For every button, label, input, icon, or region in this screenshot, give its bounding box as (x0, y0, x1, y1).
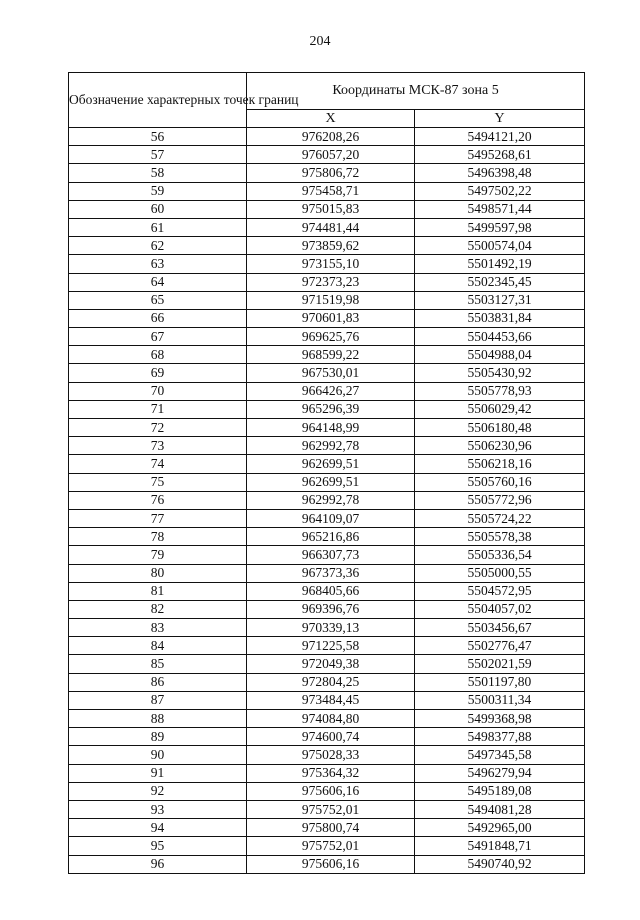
y-coordinate-cell: 5497502,22 (415, 182, 585, 200)
x-coordinate-cell: 962699,51 (247, 473, 415, 491)
point-cell: 57 (69, 146, 247, 164)
table-row (69, 309, 585, 327)
x-coordinate-cell: 975800,74 (247, 819, 415, 837)
point-cell: 92 (69, 782, 247, 800)
point-cell: 64 (69, 273, 247, 291)
y-coordinate-cell: 5506230,96 (415, 437, 585, 455)
y-coordinate-cell: 5504988,04 (415, 346, 585, 364)
point-cell: 71 (69, 400, 247, 418)
point-cell: 95 (69, 837, 247, 855)
table-row (69, 200, 585, 218)
table-row (69, 819, 585, 837)
point-cell: 65 (69, 291, 247, 309)
table-row (69, 419, 585, 437)
x-coordinate-cell: 975015,83 (247, 200, 415, 218)
table-row (69, 237, 585, 255)
point-cell: 61 (69, 218, 247, 236)
table-row (69, 437, 585, 455)
point-cell: 73 (69, 437, 247, 455)
point-cell: 83 (69, 619, 247, 637)
table-row (69, 164, 585, 182)
y-column-header: Y (415, 110, 585, 128)
x-coordinate-cell: 964109,07 (247, 509, 415, 527)
table-row (69, 364, 585, 382)
y-coordinate-cell: 5506180,48 (415, 419, 585, 437)
table-row (69, 637, 585, 655)
y-coordinate-cell: 5500574,04 (415, 237, 585, 255)
x-coordinate-cell: 970339,13 (247, 619, 415, 637)
y-coordinate-cell: 5504572,95 (415, 582, 585, 600)
y-coordinate-cell: 5498571,44 (415, 200, 585, 218)
table-row (69, 455, 585, 473)
x-coordinate-cell: 962992,78 (247, 437, 415, 455)
point-cell: 76 (69, 491, 247, 509)
x-coordinate-cell: 975364,32 (247, 764, 415, 782)
point-cell: 90 (69, 746, 247, 764)
x-coordinate-cell: 964148,99 (247, 419, 415, 437)
table-row (69, 782, 585, 800)
point-cell: 93 (69, 800, 247, 818)
point-cell: 77 (69, 509, 247, 527)
y-coordinate-cell: 5505000,55 (415, 564, 585, 582)
x-coordinate-cell: 966426,27 (247, 382, 415, 400)
point-cell: 59 (69, 182, 247, 200)
table-row (69, 273, 585, 291)
point-column-header: Обозначение характерных точек границ (69, 73, 247, 128)
x-coordinate-cell: 972373,23 (247, 273, 415, 291)
x-coordinate-cell: 966307,73 (247, 546, 415, 564)
coordinates-table (68, 72, 585, 874)
x-coordinate-cell: 974084,80 (247, 710, 415, 728)
x-coordinate-cell: 975806,72 (247, 164, 415, 182)
table-row (69, 655, 585, 673)
x-coordinate-cell: 976208,26 (247, 128, 415, 146)
x-coordinate-cell: 968405,66 (247, 582, 415, 600)
x-coordinate-cell: 967530,01 (247, 364, 415, 382)
y-coordinate-cell: 5502345,45 (415, 273, 585, 291)
table-row (69, 473, 585, 491)
y-coordinate-cell: 5490740,92 (415, 855, 585, 873)
table-row (69, 746, 585, 764)
x-coordinate-cell: 974600,74 (247, 728, 415, 746)
table-row (69, 128, 585, 146)
table-row (69, 710, 585, 728)
point-cell: 68 (69, 346, 247, 364)
table-row (69, 800, 585, 818)
x-coordinate-cell: 975606,16 (247, 855, 415, 873)
point-cell: 79 (69, 546, 247, 564)
y-coordinate-cell: 5505778,93 (415, 382, 585, 400)
table-row (69, 382, 585, 400)
x-coordinate-cell: 962992,78 (247, 491, 415, 509)
point-cell: 66 (69, 309, 247, 327)
y-coordinate-cell: 5506029,42 (415, 400, 585, 418)
y-coordinate-cell: 5503831,84 (415, 309, 585, 327)
point-cell: 86 (69, 673, 247, 691)
x-coordinate-cell: 975752,01 (247, 800, 415, 818)
table-row (69, 291, 585, 309)
table-row (69, 146, 585, 164)
y-coordinate-cell: 5496398,48 (415, 164, 585, 182)
y-coordinate-cell: 5497345,58 (415, 746, 585, 764)
x-coordinate-cell: 969396,76 (247, 600, 415, 618)
y-coordinate-cell: 5494081,28 (415, 800, 585, 818)
point-cell: 94 (69, 819, 247, 837)
y-coordinate-cell: 5504057,02 (415, 600, 585, 618)
table-row (69, 600, 585, 618)
y-coordinate-cell: 5492965,00 (415, 819, 585, 837)
table-row (69, 255, 585, 273)
x-coordinate-cell: 975458,71 (247, 182, 415, 200)
table-body (69, 128, 585, 874)
y-coordinate-cell: 5499368,98 (415, 710, 585, 728)
table-row (69, 691, 585, 709)
y-coordinate-cell: 5506218,16 (415, 455, 585, 473)
point-cell: 84 (69, 637, 247, 655)
x-coordinate-cell: 972049,38 (247, 655, 415, 673)
point-cell: 91 (69, 764, 247, 782)
y-coordinate-cell: 5494121,20 (415, 128, 585, 146)
y-coordinate-cell: 5503456,67 (415, 619, 585, 637)
x-coordinate-cell: 972804,25 (247, 673, 415, 691)
y-coordinate-cell: 5500311,34 (415, 691, 585, 709)
point-cell: 96 (69, 855, 247, 873)
y-coordinate-cell: 5502776,47 (415, 637, 585, 655)
x-coordinate-cell: 962699,51 (247, 455, 415, 473)
point-cell: 60 (69, 200, 247, 218)
table-row (69, 328, 585, 346)
point-cell: 80 (69, 564, 247, 582)
y-coordinate-cell: 5504453,66 (415, 328, 585, 346)
x-coordinate-cell: 973859,62 (247, 237, 415, 255)
point-cell: 58 (69, 164, 247, 182)
table-row (69, 218, 585, 236)
x-coordinate-cell: 968599,22 (247, 346, 415, 364)
point-cell: 67 (69, 328, 247, 346)
table-row (69, 619, 585, 637)
point-cell: 78 (69, 528, 247, 546)
y-coordinate-cell: 5491848,71 (415, 837, 585, 855)
table-row (69, 582, 585, 600)
y-coordinate-cell: 5496279,94 (415, 764, 585, 782)
x-coordinate-cell: 976057,20 (247, 146, 415, 164)
x-coordinate-cell: 973484,45 (247, 691, 415, 709)
y-coordinate-cell: 5502021,59 (415, 655, 585, 673)
y-coordinate-cell: 5498377,88 (415, 728, 585, 746)
y-coordinate-cell: 5495268,61 (415, 146, 585, 164)
table-row (69, 728, 585, 746)
table-row (69, 673, 585, 691)
y-coordinate-cell: 5501492,19 (415, 255, 585, 273)
x-coordinate-cell: 971519,98 (247, 291, 415, 309)
x-coordinate-cell: 973155,10 (247, 255, 415, 273)
table-row (69, 855, 585, 873)
point-cell: 85 (69, 655, 247, 673)
x-coordinate-cell: 971225,58 (247, 637, 415, 655)
point-cell: 87 (69, 691, 247, 709)
table-row (69, 509, 585, 527)
point-cell: 56 (69, 128, 247, 146)
point-cell: 82 (69, 600, 247, 618)
y-coordinate-cell: 5495189,08 (415, 782, 585, 800)
table-row (69, 546, 585, 564)
y-coordinate-cell: 5505772,96 (415, 491, 585, 509)
point-cell: 88 (69, 710, 247, 728)
point-cell: 62 (69, 237, 247, 255)
y-coordinate-cell: 5505430,92 (415, 364, 585, 382)
y-coordinate-cell: 5505724,22 (415, 509, 585, 527)
point-cell: 72 (69, 419, 247, 437)
x-coordinate-cell: 969625,76 (247, 328, 415, 346)
x-coordinate-cell: 975752,01 (247, 837, 415, 855)
table-row (69, 491, 585, 509)
point-cell: 74 (69, 455, 247, 473)
x-coordinate-cell: 965216,86 (247, 528, 415, 546)
point-cell: 69 (69, 364, 247, 382)
x-coordinate-cell: 965296,39 (247, 400, 415, 418)
coordinates-system-header: Координаты МСК-87 зона 5 (247, 73, 585, 110)
x-coordinate-cell: 967373,36 (247, 564, 415, 582)
table-row (69, 182, 585, 200)
point-cell: 75 (69, 473, 247, 491)
x-coordinate-cell: 975606,16 (247, 782, 415, 800)
x-column-header: X (247, 110, 415, 128)
table-row (69, 528, 585, 546)
y-coordinate-cell: 5505336,54 (415, 546, 585, 564)
point-cell: 81 (69, 582, 247, 600)
table-row (69, 400, 585, 418)
point-cell: 70 (69, 382, 247, 400)
table-row (69, 837, 585, 855)
point-cell: 89 (69, 728, 247, 746)
y-coordinate-cell: 5501197,80 (415, 673, 585, 691)
y-coordinate-cell: 5505578,38 (415, 528, 585, 546)
page-number: 204 (309, 34, 331, 49)
x-coordinate-cell: 970601,83 (247, 309, 415, 327)
x-coordinate-cell: 974481,44 (247, 218, 415, 236)
point-cell: 63 (69, 255, 247, 273)
y-coordinate-cell: 5499597,98 (415, 218, 585, 236)
y-coordinate-cell: 5503127,31 (415, 291, 585, 309)
table-row (69, 346, 585, 364)
table-row (69, 564, 585, 582)
y-coordinate-cell: 5505760,16 (415, 473, 585, 491)
x-coordinate-cell: 975028,33 (247, 746, 415, 764)
table-row (69, 764, 585, 782)
